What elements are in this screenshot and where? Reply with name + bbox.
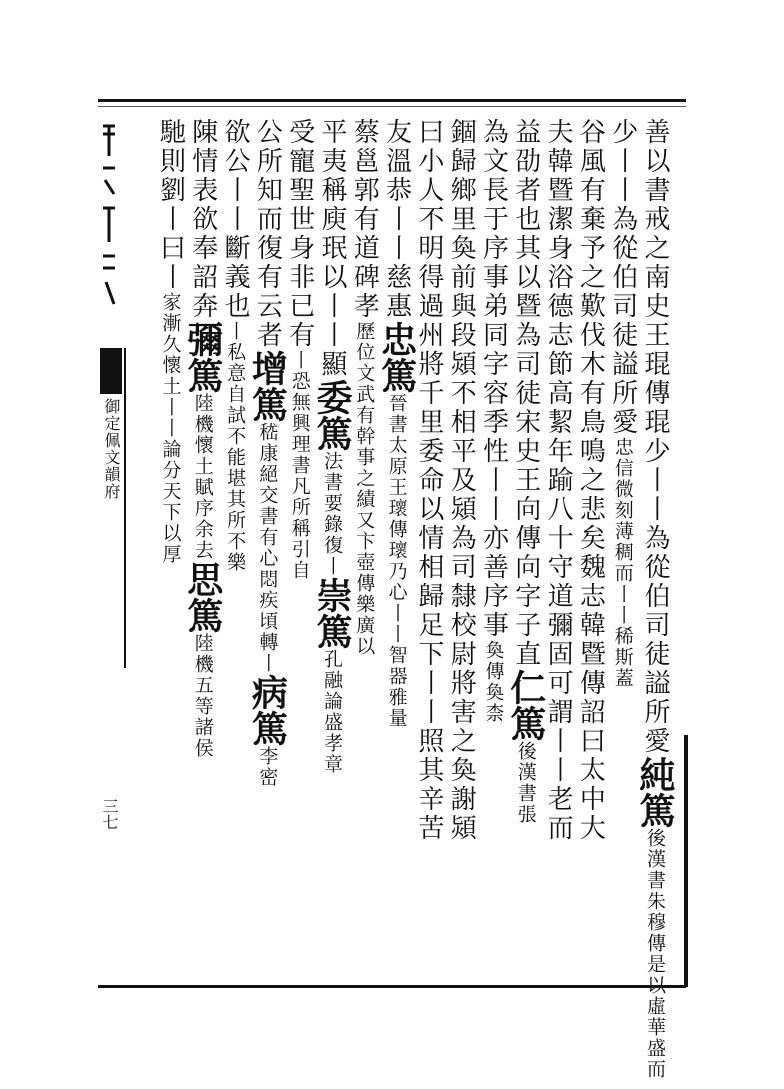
text-run: 嵇康絕交書有心悶疾頃轉丨 xyxy=(256,422,279,674)
text-run: 受寵聖世身非已有 xyxy=(284,118,315,350)
text-run: 晉書太原王瓌傳瓌乃心丨丨智器雅量 xyxy=(385,393,408,729)
text-run: 孔融論盛孝章 xyxy=(321,649,343,775)
headword: 彌篤 xyxy=(181,321,224,393)
text-run: 善以書戒之南史王琨傳琨 xyxy=(640,118,670,437)
headword: 忠篤 xyxy=(375,321,418,393)
text-run: 少丨丨為從伯司徒謚所愛 xyxy=(607,118,638,437)
text-run: 夫韓暨潔身浴德志節高絜年踰八十守道彌固可謂丨丨老而 xyxy=(543,118,574,843)
headword: 仁篤 xyxy=(504,669,547,741)
top-border-thin-rule xyxy=(98,106,686,107)
headword: 崇篤 xyxy=(311,577,353,649)
bottom-border-rule xyxy=(98,985,686,988)
book-title-label: 御定佩文韻府 xyxy=(102,398,121,500)
text-run: 益劭者也其以暨為司徒宋史王向傳向字子直 xyxy=(510,118,541,669)
text-run: 為文長于序事弟同字容季性丨丨亦善序事 xyxy=(478,118,509,640)
text-run: 陳情表欲奉詔奔 xyxy=(187,118,218,321)
text-run: 丨丨為從伯司徒謚所愛 xyxy=(640,466,670,756)
text-run: 陸機懷土賦序余去 xyxy=(191,393,214,561)
text-run: 論分天下以厚 xyxy=(159,439,182,565)
text-run: 後漢書張 xyxy=(514,741,537,825)
text-run: 陸機五等諸侯 xyxy=(191,633,214,759)
text-run: 谷風有棄予之歎伐木有鳥鳴之悲矣魏志韓暨傳詔曰太中大 xyxy=(575,118,606,843)
text-run: 友溫恭丨丨慈惠 xyxy=(381,118,412,321)
text-run: 少 xyxy=(640,437,670,466)
text-run: 奐傳奐柰 xyxy=(482,640,505,724)
text-run: 曰小人不明得過州將千里委命以情相歸足下丨丨照其辛苦 xyxy=(413,118,444,843)
text-run: 平夷稱庾珉以丨丨顯 xyxy=(317,118,347,379)
headword: 增篤 xyxy=(246,350,289,422)
headword: 思篤 xyxy=(181,561,224,633)
text-column xyxy=(152,118,190,565)
text-run: 丨恐無興理 xyxy=(288,350,311,455)
text-column xyxy=(636,118,674,1080)
headword: 委篤 xyxy=(311,379,353,451)
top-border-rule xyxy=(98,99,686,102)
text-run: 李密 xyxy=(256,746,279,788)
text-column xyxy=(313,118,351,775)
text-run: 錮歸鄉里奐前與段熲不相平及熲為司隸校尉將害之奐謝熲 xyxy=(446,118,477,843)
text-run: 歷位文武有幹事之績又卞壺傳樂廣以 xyxy=(353,321,376,657)
headword: 病篤 xyxy=(246,674,289,746)
text-column xyxy=(475,118,513,724)
folio-number: 三七 xyxy=(100,798,119,830)
text-run: 馳則劉丨曰丨 xyxy=(155,118,186,292)
right-edge-rule xyxy=(684,735,688,987)
text-run: 法書要錄復丨 xyxy=(321,451,343,577)
text-run: 後漢書朱穆傳是以虛華盛而 xyxy=(644,828,666,1080)
text-run: 書凡所稱引自 xyxy=(288,455,311,581)
text-run: 欲公丨丨斷義也 xyxy=(220,118,251,321)
text-run: 公所知而復有云者 xyxy=(252,118,283,350)
headword: 純篤 xyxy=(634,756,676,828)
cropped-title-fragment xyxy=(100,122,118,312)
center-margin-column xyxy=(100,348,126,668)
text-run: 蔡邕郭有道碑孝 xyxy=(349,118,380,321)
text-run: 家漸久懷土丨丨 xyxy=(159,292,182,439)
text-run: 忠信微刻薄稠而丨丨稀斯蓋 xyxy=(611,437,634,689)
text-run: 丨私意自試不能堪其所不樂 xyxy=(224,321,247,573)
